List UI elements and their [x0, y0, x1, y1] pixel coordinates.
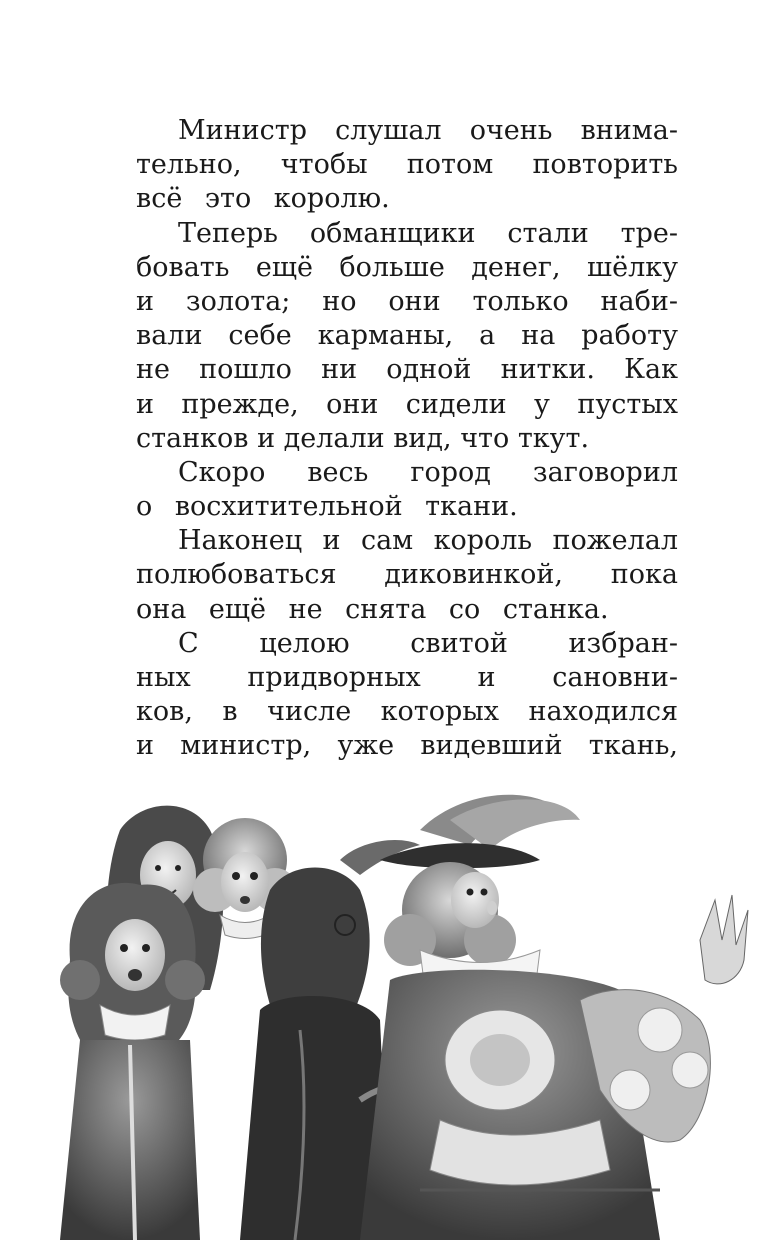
- text-line: о восхитительной ткани.: [136, 491, 518, 523]
- text-line: С целою свитой избран-: [178, 627, 678, 659]
- text-line: бовать ещё больше денег, шёлку: [136, 251, 678, 283]
- text-line: всё это королю.: [136, 183, 390, 215]
- text-line: ков, в числе которых находился: [136, 696, 678, 728]
- text-line: ных придворных и сановни-: [136, 662, 678, 693]
- text-line: полюбоваться диковинкой, пока: [136, 559, 678, 591]
- courtiers-illustration: [60, 790, 760, 1240]
- text-line: она ещё не снята со станка.: [136, 593, 609, 625]
- text-line: не пошло ни одной нитки. Как: [136, 354, 678, 386]
- text-line: тельно, чтобы потом повторить: [136, 149, 678, 181]
- text-line: и золота; но они только наби-: [136, 285, 678, 317]
- story-text: [136, 114, 678, 764]
- text-line: Министр слушал очень внима-: [178, 115, 678, 146]
- text-line: и министр, уже видевший ткань,: [136, 730, 678, 762]
- text-line: и прежде, они сидели у пустых: [136, 388, 678, 420]
- text-line: Теперь обманщики стали тре-: [178, 217, 678, 249]
- text-line: Наконец и сам король пожелал: [178, 525, 678, 557]
- text-line: Скоро весь город заговорил: [178, 456, 678, 488]
- king-figure: [340, 795, 748, 1240]
- text-line: вали себе карманы, а на работу: [136, 320, 678, 352]
- text-line: станков и делали вид, что ткут.: [136, 422, 590, 454]
